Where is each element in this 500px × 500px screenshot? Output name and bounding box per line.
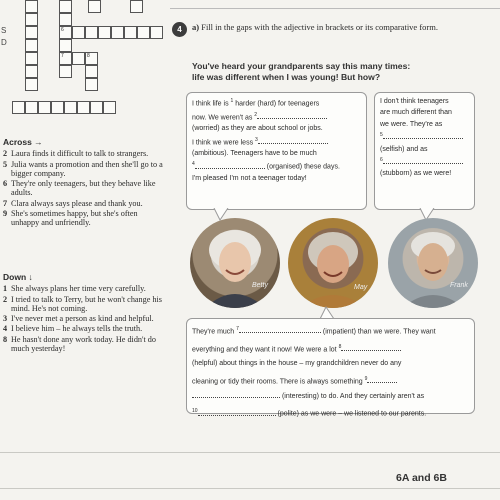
- answer-blank[interactable]: [239, 324, 321, 333]
- frank-speech-bubble: I don't think teenagers are much different than we were. They're as $^5$ (selfish) and as $^6$ (stubborn) as we were!: [374, 92, 475, 210]
- crossword-cell[interactable]: [59, 65, 72, 78]
- crossword-cell[interactable]: [25, 101, 38, 114]
- answer-blank[interactable]: [367, 374, 397, 383]
- person-name: Betty: [252, 282, 268, 289]
- answer-blank[interactable]: [195, 160, 265, 169]
- frank-photo: [388, 218, 478, 308]
- crossword-cell[interactable]: [72, 52, 85, 65]
- answer-blank[interactable]: [258, 135, 328, 144]
- crossword-cell[interactable]: [90, 101, 103, 114]
- clue-item: 9 She's sometimes happy, but she's often unhappy and unfriendly.: [3, 209, 138, 228]
- betty-photo: [190, 218, 280, 308]
- crossword-cell[interactable]: [130, 0, 143, 13]
- crossword-cell[interactable]: [85, 78, 98, 91]
- crossword-cell[interactable]: [98, 26, 111, 39]
- crossword-cell[interactable]: [150, 26, 163, 39]
- crossword-cell[interactable]: [25, 26, 38, 39]
- instruction-text: Fill in the gaps with the adjective in brackets or its comparative form.: [201, 22, 438, 32]
- clue-item: 8 He hasn't done any work today. He didn't do much yesterday!: [3, 334, 156, 354]
- crossword-cell[interactable]: [38, 101, 51, 114]
- crossword-cell[interactable]: [103, 101, 116, 114]
- bottom-divider: [0, 452, 500, 453]
- crossword-cell[interactable]: [25, 0, 38, 13]
- crossword-cell[interactable]: [85, 26, 98, 39]
- exercise-instruction: [192, 22, 482, 32]
- crossword-cell[interactable]: [85, 65, 98, 78]
- clue-item: 2 Laura finds it difficult to talk to strangers.: [3, 149, 149, 159]
- crossword-cell[interactable]: [51, 101, 64, 114]
- crossword-cell[interactable]: 8: [85, 52, 98, 65]
- crossword-cell[interactable]: [12, 101, 25, 114]
- crossword-cell[interactable]: [25, 65, 38, 78]
- person-name: May: [354, 284, 368, 291]
- unit-label: 6A and 6B: [396, 472, 447, 484]
- crossword-cell[interactable]: [77, 101, 90, 114]
- down-heading: Down ↓: [3, 272, 33, 282]
- clue-item: 6 They're only teenagers, but they behave like adults.: [3, 179, 156, 198]
- crossword-cell[interactable]: [111, 26, 124, 39]
- crossword-cell[interactable]: [124, 26, 137, 39]
- crossword-cell[interactable]: [25, 78, 38, 91]
- crossword-cell[interactable]: [137, 26, 150, 39]
- bottom-divider: [0, 488, 500, 489]
- crossword-cell[interactable]: [59, 13, 72, 26]
- answer-blank[interactable]: [383, 130, 463, 139]
- crossword-cell[interactable]: [25, 13, 38, 26]
- clue-item: 3 I've never met a person as kind and helpful.: [3, 314, 154, 324]
- crossword-cell[interactable]: [64, 101, 77, 114]
- portrait-figure: [288, 218, 378, 308]
- answer-blank[interactable]: [257, 110, 327, 119]
- clue-item: 5 Julia wants a promotion and then she'll go to a bigger company.: [3, 159, 163, 178]
- may-speech-bubble: They're much $^7$ (impatient) than we were. They want everything and they want it now! We were a lot $^8$ (helpful) about things in the house – my grandchildren never do any cleaning or tidy their rooms. There is always something $^9$ (interesting) to do. And they certainly aren't as $^{10}$ (polite) as we were – we listened to our parents.: [186, 318, 475, 414]
- top-divider: [170, 8, 500, 9]
- crossword-cell[interactable]: [88, 0, 101, 13]
- crossword-cell[interactable]: 6: [59, 26, 72, 39]
- crossword-cell[interactable]: [25, 39, 38, 52]
- down-clues: [3, 273, 163, 354]
- answer-blank[interactable]: [198, 407, 276, 416]
- crossword-cell[interactable]: [59, 39, 72, 52]
- filled-answer: harder: [233, 100, 256, 108]
- side-letter: S: [1, 26, 7, 35]
- answer-blank[interactable]: [341, 342, 401, 351]
- exercise-label: a): [192, 22, 200, 32]
- across-clues: [3, 138, 163, 229]
- across-heading: Across →: [3, 137, 43, 147]
- may-photo: [288, 218, 378, 308]
- person-name: Frank: [450, 282, 468, 289]
- portrait-figure: [190, 218, 280, 308]
- clue-item: 2 I tried to talk to Terry, but he won't change his mind. He's not coming.: [3, 294, 162, 313]
- crossword-grid: [0, 0, 170, 120]
- side-letter: D: [1, 38, 7, 47]
- crossword-cell[interactable]: [25, 52, 38, 65]
- betty-speech-bubble: I think life is $^1$ harder (hard) for teenagers now. We weren't as $^2$ (worried) as they are about school or jobs. I think we were less $^3$ (ambitious). Teenagers have to be much $^4$ (organised) these days. I'm pleased I'm not a teenager today!: [186, 92, 367, 210]
- exercise-subtitle: You've heard your grandparents say this many times: life was different when I was young! But how?: [192, 61, 411, 82]
- exercise-number-icon: 4: [172, 22, 187, 37]
- answer-blank[interactable]: [192, 389, 280, 398]
- answer-blank[interactable]: [383, 155, 463, 164]
- clue-item: 7 Clara always says please and thank you.: [3, 198, 143, 208]
- crossword-cell[interactable]: [72, 26, 85, 39]
- crossword-cell[interactable]: 7: [59, 52, 72, 65]
- clue-item: 1 She always plans her time very carefully.: [3, 284, 146, 294]
- portrait-figure: [388, 218, 478, 308]
- clue-item: 4 I believe him – he always tells the truth.: [3, 324, 143, 334]
- crossword-cell[interactable]: [59, 0, 72, 13]
